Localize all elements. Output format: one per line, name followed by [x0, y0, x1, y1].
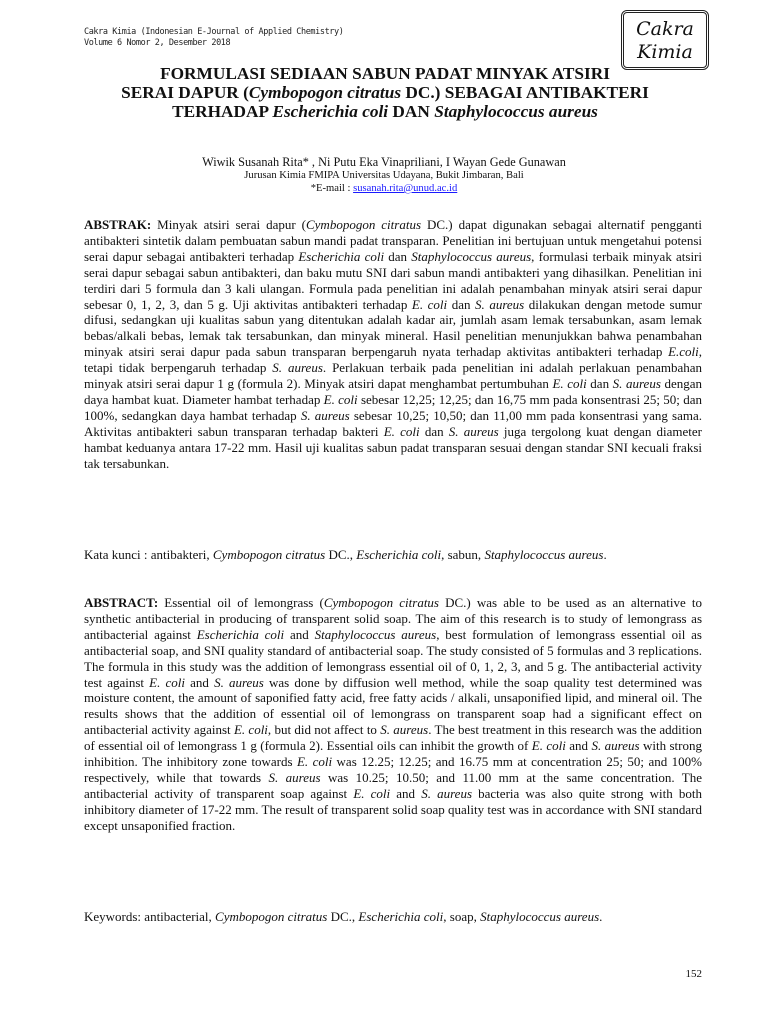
species: S. aureus — [268, 769, 321, 785]
title-line-3 — [80, 102, 690, 121]
text: sebesar 10,25; 10,50; dan 11,00 mm pada konsentrasi yang sama. Aktivitas antibakteri sabun transparan terhadap bakteri — [84, 407, 703, 439]
species: E. coli — [411, 296, 448, 312]
title-text: DAN — [388, 102, 435, 121]
text: was 10.25; 10.50; and 11.00 mm at the same concentration. The antibacterial activity of transparent soap against — [84, 769, 702, 801]
text: was 12.25; 12.25; and 16.75 mm at concentration 25; 50; and 100% respectively, while that towards — [84, 754, 702, 785]
abstrak-paragraph — [84, 217, 702, 472]
text: Minyak atsiri serai dapur ( — [151, 217, 306, 232]
species: E. coli — [552, 376, 587, 392]
species: E. coli — [149, 674, 185, 690]
text: dan — [384, 248, 412, 264]
species: E. coli — [531, 738, 566, 754]
text: , soap, — [443, 909, 481, 924]
text: , best formulation of lemongrass essential oil as antibacterial soap, and SNI quality standard of antibacterial soap. The study consisted of 5 formulas and 3 replications. The formula in this study was the addition of lemongrass essential oil of 0, 1, 2, 3, and 5 g. The antibacterial activity test against — [84, 626, 702, 690]
text: . The best treatment in this research was the addition of essential oil of lemongrass 1 g (formula 2). Essential oils can inhibit the growth of — [84, 722, 702, 754]
text: dan — [419, 423, 449, 439]
text: with strong inhibition. The inhibitory zone towards — [84, 738, 702, 770]
text: , sabun, — [441, 547, 485, 562]
species: Staphylococcus aureus — [480, 909, 600, 924]
email-line — [84, 182, 684, 195]
journal-header — [84, 27, 343, 49]
species: Escherichia coli — [196, 626, 285, 642]
title-text: TERHADAP — [172, 102, 273, 121]
title-species: Escherichia coli — [272, 102, 389, 121]
species: S. aureus — [214, 674, 264, 690]
species: Staphylococcus aureus — [411, 248, 532, 264]
title-text: SERAI DAPUR ( — [121, 83, 249, 102]
title-species: Cymbopogon citratus — [248, 83, 402, 102]
species: S. aureus — [272, 360, 323, 376]
affiliation: Jurusan Kimia FMIPA Universitas Udayana, Bukit Jimbaran, Bali — [244, 170, 524, 181]
text: . Perlakuan terbaik pada penelitian ini adalah perlakuan penambahan minyak atsiri serai dapur 1 g (formula 2). Minyak atsiri dapat menghambat pertumbuhan — [84, 360, 703, 392]
text: bacteria was also quite strong with both inhibitory diameter of 17-22 mm. The result of transparent solid soap quality test was in accordance with SNI standard except unsaponified fraction. — [84, 785, 702, 833]
text: dilakukan dengan metode sumur difusi, sedangkan uji kualitas sabun yang ditentukan adalah kadar air, jumlah asam lemak tersabunkan, asam lemak bebas/alkali bebas, lemak tak tersabunkan, dan minyak mineral. Hasil penelitian menunjukkan bahwa penambahan minyak atsiri serai dapur pada sabun transparan berpengaruh nyata terhadap aktivitas antibakteri terhadap — [84, 296, 703, 360]
text: dan — [447, 296, 476, 312]
species: S. aureus — [612, 376, 661, 392]
page-number: 152 — [685, 968, 702, 980]
text: . — [603, 547, 607, 562]
species: Staphylococcus aureus — [484, 547, 604, 562]
text: DC., — [327, 909, 359, 924]
paper-title — [80, 64, 690, 121]
journal-logo — [621, 10, 709, 70]
species: Cymbopogon citratus — [305, 217, 422, 232]
text: Essential oil of lemongrass ( — [158, 595, 324, 610]
species: E. coli — [383, 423, 420, 439]
species: S. aureus — [591, 738, 640, 754]
species: Cymbopogon citratus — [215, 909, 328, 924]
species: S. aureus — [475, 296, 525, 312]
text: Keywords: antibacterial, — [84, 909, 216, 924]
species: Cymbopogon citratus — [323, 595, 439, 610]
text: Kata kunci : antibakteri, — [84, 547, 213, 562]
keywords-paragraph — [84, 909, 702, 925]
journal-name: Cakra Kimia (Indonesian E-Journal of Applied Chemistry) — [84, 27, 344, 37]
logo-text-kimia: Kimia — [637, 41, 693, 63]
text: sebesar 12,25; 12,25; dan 16,75 mm pada konsentrasi 25; 50; dan 100%, sedangkan daya hambat terhadap — [84, 391, 702, 423]
text: dan — [586, 376, 613, 392]
text: and — [185, 674, 215, 690]
kata-kunci-paragraph — [84, 547, 702, 563]
species: Escherichia coli — [298, 248, 385, 264]
species: Cymbopogon citratus — [212, 547, 326, 562]
abstract-label: ABSTRACT: — [84, 595, 159, 610]
text: and — [565, 738, 592, 754]
email-label: *E-mail : — [310, 183, 354, 194]
text: DC.) was able to be used as an alternative to synthetic antibacterial in producing of transparent solid soap. The aim of this research is to study of lemongrass as antibacterial against — [84, 595, 702, 642]
journal-volume: Volume 6 Nomor 2, Desember 2018 — [84, 38, 231, 48]
email-link[interactable]: susanah.rita@unud.ac.id — [353, 183, 458, 194]
text: and — [284, 626, 315, 642]
author-names: Wiwik Susanah Rita* , Ni Putu Eka Vinapriliani, I Wayan Gede Gunawan — [202, 155, 566, 169]
species: S. aureus — [300, 407, 350, 423]
text: DC., — [325, 547, 357, 562]
abstrak-label: ABSTRAK: — [84, 217, 152, 232]
text: , but did not affect to — [267, 722, 381, 738]
species: S. aureus — [448, 423, 499, 439]
text: , tetapi tidak berpengaruh terhadap — [84, 344, 702, 376]
species: E. coli — [323, 391, 358, 407]
text: and — [390, 785, 422, 801]
species: E. coli — [353, 785, 391, 801]
text: . — [599, 909, 603, 924]
species: E.coli — [668, 344, 699, 360]
author-block — [84, 155, 684, 195]
species: S. aureus — [421, 785, 472, 801]
species: Escherichia coli — [358, 909, 444, 924]
text: juga tergolong kuat dengan diameter hambat keduanya antara 17-22 mm. Hasil uji kualitas sabun padat transparan sesuai dengan standar SNI kecuali fraksi tak tersabunkan. — [84, 423, 702, 471]
species: E. coli — [233, 722, 268, 738]
text: dengan daya hambat kuat. Diameter hambat terhadap — [84, 376, 703, 407]
species: Escherichia coli — [356, 547, 442, 562]
title-line-2 — [80, 83, 690, 102]
species: E. coli — [296, 754, 333, 770]
species: Staphylococcus aureus — [314, 626, 437, 642]
text: was done by diffusion well method, while the soap quality test determined was moisture content, the amount of saponified fatty acid, free fatty acids / alkali, unsaponified lipid, and mineral oil. The results shows that the addition of essential oil of lemongrass on transparent soap had a significant effect on antibacterial activity against — [84, 674, 702, 738]
title-species: Staphylococcus aureus — [434, 102, 598, 121]
title-text: DC.) SEBAGAI ANTIBAKTERI — [401, 83, 649, 102]
logo-text-cakra: Cakra — [636, 18, 694, 40]
species: S. aureus — [380, 722, 429, 738]
text: , formulasi terbaik minyak atsiri serai dapur sebagai sabun antibakteri, dan baku mutu SNI dari sabun mandi antibakteri yang dihasilkan. Penelitian ini terdiri dari 5 formula dan 3 kali ulangan. Formula pada penelitian ini adalah penambahan minyak atsiri serai dapur sebesar 0, 1, 2, 3, dan 5 g. Uji aktivitas antibakteri terhadap — [84, 248, 702, 312]
title-line-1: FORMULASI SEDIAAN SABUN PADAT MINYAK ATSIRI — [160, 64, 610, 83]
text: DC.) dapat digunakan sebagai alternatif pengganti antibakteri sintetik dalam pembuatan sabun mandi padat transparan. Penelitian ini bertujuan untuk mengetahui potensi serai dapur sebagai antibakteri terhadap — [84, 217, 702, 264]
abstract-paragraph — [84, 595, 702, 834]
